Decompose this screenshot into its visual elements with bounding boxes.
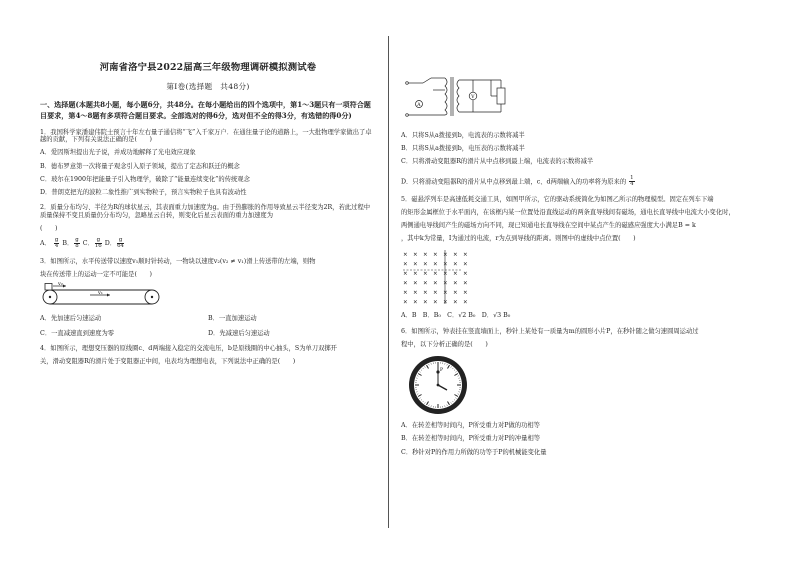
field-cross: × xyxy=(433,271,438,278)
question-4-option-b: B．只将S从a拨接到b，电压表的示数将减半 xyxy=(401,145,525,153)
field-cross: × xyxy=(423,290,428,297)
field-cross: × xyxy=(403,280,408,287)
field-cross: × xyxy=(433,280,438,287)
left-pulley-axle xyxy=(49,296,51,298)
field-cross: × xyxy=(403,271,408,278)
field-cross: × xyxy=(453,299,458,306)
field-cross: × xyxy=(443,271,448,278)
question-3-stem-line1: 3．如图所示，水平传送带以速度v₁顺时针转动，一物块以速度v₂(v₂ ≠ v₁)滑上传送带的左端，则物 xyxy=(40,257,316,265)
question-2-option-d: D． $\frac{g}{64}$ xyxy=(104,237,124,250)
v2-label: v₂ xyxy=(58,282,63,288)
block xyxy=(45,284,52,291)
question-5-options: A．B B．B₀ C．√2 B₀ D．√3 B₀ xyxy=(401,312,511,320)
question-6 xyxy=(401,328,757,456)
question-4-stem-line1: 4．如图所示，理想变压器的原线圈c、d两端接入稳定的交流电压，b是原线圈的中心抽头，S为单刀双掷开 xyxy=(40,344,337,352)
terminal-d xyxy=(406,114,409,117)
question-4-option-c: C．只将滑动变阻器R的滑片从中点移到最上端，电流表的示数将减半 xyxy=(401,158,594,166)
question-5-stem-line3: 两侧通电导线间产生的磁场方向不同，现已知通电长直导线在空间中某点产生的磁感应强度大小满足B = k xyxy=(401,221,696,229)
field-cross: × xyxy=(433,299,438,306)
question-5 xyxy=(401,196,757,320)
field-cross: × xyxy=(433,252,438,259)
v1-label: v₁ xyxy=(98,290,103,297)
column-divider xyxy=(388,36,389,528)
field-cross: × xyxy=(413,252,418,259)
question-3-option-d: D．先减速后匀速运动 xyxy=(208,329,270,337)
field-cross: × xyxy=(443,261,448,268)
field-cross: × xyxy=(453,271,458,278)
field-cross: × xyxy=(453,290,458,297)
field-cross: × xyxy=(463,261,468,268)
question-1-option-b: B．德布罗意第一次将量子观念引入原子领域，提出了定态和跃迁的概念 xyxy=(40,162,240,170)
rheostat-r xyxy=(497,88,505,104)
question-4-stem-line2: 关，滑动变阻器R的滑片处于变阻器正中间，电表均为理想电表，下列说法中正确的是( ) xyxy=(40,358,296,366)
field-cross: × xyxy=(403,252,408,259)
field-cross: × xyxy=(423,299,428,306)
question-2-option-b: B． $\frac{g}{8}$ xyxy=(62,237,79,250)
field-cross: × xyxy=(423,252,428,259)
page-title: 河南省洛宁县2022届高三年级物理调研模拟测试卷 xyxy=(99,62,317,73)
terminal-c xyxy=(406,82,409,85)
field-cross: × xyxy=(453,280,458,287)
field-cross: × xyxy=(433,261,438,268)
question-2-paren: ( ) xyxy=(40,224,58,232)
right-pulley-axle xyxy=(151,296,153,298)
clock-figure xyxy=(407,354,469,416)
field-cross: × xyxy=(413,280,418,287)
question-1 xyxy=(40,129,376,196)
question-4-option-a: A．只将S从a拨接到b，电流表的示数将减半 xyxy=(401,132,525,139)
clock-center xyxy=(437,384,440,387)
field-cross: × xyxy=(463,252,468,259)
conveyor-belt-figure xyxy=(40,282,170,308)
question-6-stem-line2: 程中，以下分析正确的是( ) xyxy=(401,340,488,348)
secondary-coil xyxy=(457,80,459,112)
field-cross: × xyxy=(453,261,458,268)
field-cross: × xyxy=(403,299,408,306)
question-1-stem: 1．我国科学家潘建伟院士预言十年左右量子通信将“飞”入千家万户．在通往量子论的道路上，一大批物理学家做出了卓越的贡献，下列有关说法正确的是( ) xyxy=(40,128,372,144)
question-3-option-a: A．先加速后匀速运动 xyxy=(40,315,102,323)
question-4 xyxy=(40,345,376,365)
field-cross: × xyxy=(443,290,448,297)
question-4-option-d: D．只将滑动变阻器R的滑片从中点移到最上端，c、d两端输入的功率将为原来的 $\frac{1}{4}$ xyxy=(401,174,634,188)
field-cross: × xyxy=(413,299,418,306)
left-column xyxy=(40,40,376,365)
field-cross: × xyxy=(463,280,468,287)
field-cross: × xyxy=(463,271,468,278)
question-5-stem-line4: ，其中k为常量，I为通过的电流，r为点到导线的距离。则图中的虚线中点位置( ) xyxy=(401,235,636,243)
question-5-stem-line2: 的矩形金属框位于水平面内，在该框内某一位置处沿直线运动的两条直导线间有磁场，通电长直导线中电流大小变化时， xyxy=(401,208,735,216)
v2-arrowhead xyxy=(63,285,66,288)
svg-text:V: V xyxy=(471,94,475,100)
section-subtitle: 第Ⅰ卷(选择题 共48分) xyxy=(166,81,250,91)
question-1-option-c: C．玻尔在1900年把能量子引入物理学，破除了“能量连续变化”的传统观念 xyxy=(40,175,250,183)
field-cross: × xyxy=(443,280,448,287)
question-6-stem-line1: 6．如图所示，钟表挂在竖直墙面上，秒针上某处有一质量为m的圆形小片P，在秒针随之做匀速圆周运动过 xyxy=(401,327,699,335)
question-2 xyxy=(40,204,376,250)
question-6-option-c: C．秒针对P的作用力所做的功等于P的机械能变化量 xyxy=(401,448,547,456)
v1-arrowhead xyxy=(107,294,110,297)
field-cross: × xyxy=(453,252,458,259)
question-2-options xyxy=(40,238,376,250)
question-6-option-b: B．在转差相等时间内，P所受重力对P的冲量相等 xyxy=(401,435,541,443)
right-column xyxy=(401,40,757,456)
field-cross: × xyxy=(423,261,428,268)
question-2-option-c: C． $\frac{g}{16}$ xyxy=(82,237,102,250)
field-cross: × xyxy=(423,271,428,278)
question-3-option-b: B．一直加速运动 xyxy=(208,315,257,323)
field-cross: × xyxy=(413,290,418,297)
primary-coil xyxy=(445,78,447,115)
field-cross: × xyxy=(413,271,418,278)
field-cross: × xyxy=(463,299,468,306)
field-cross: × xyxy=(423,280,428,287)
field-cross: × xyxy=(403,261,408,268)
field-cross: × xyxy=(463,290,468,297)
question-5-stem-line1: 5．磁悬浮列车是高速低耗交通工具，如图甲所示，它的驱动系统简化为如图乙所示的物理模型。固定在列车下端 xyxy=(401,195,714,203)
switch-s xyxy=(423,78,431,83)
svg-text:A: A xyxy=(417,102,421,108)
question-1-option-a: A．爱因斯坦提出光子说，并成功地解释了光电效应现象 xyxy=(40,149,196,157)
question-3 xyxy=(40,258,376,337)
question-6-option-a: A．在转差相等时间内，P所受重力对P做的功相等 xyxy=(401,422,540,430)
question-2-stem: 2．质量分布均匀、半径为R的球状星云，其表面重力加速度为g。由于热膨胀的作用导致星云半径变为2R，若此过程中质量保持不变且质量仍分布均匀，忽略星云自转，则变化后星云表面的重力加速度为 xyxy=(40,204,371,219)
svg-text:P: P xyxy=(440,368,444,374)
question-1-option-d: D．普朗克把光的波粒二象性推广到实物粒子，预言实物粒子也具有波动性 xyxy=(40,189,247,197)
question-3-stem-line2: 块在传送带上的运动一定不可能是( ) xyxy=(40,271,152,279)
question-3-option-c: C．一直减速直到速度为零 xyxy=(40,329,115,337)
field-cross: × xyxy=(403,290,408,297)
field-cross: × xyxy=(413,261,418,268)
field-cross: × xyxy=(443,252,448,259)
section-instructions: 一、选择题(本题共8小题，每小题6分，共48分。在每小题给出的四个选项中，第1～3题只有一项符合题目要求，第4～8题有多项符合题目要求。全部选对的得6分，选对但不全的得3分，有选错的得0分) xyxy=(40,100,371,120)
field-cross: × xyxy=(433,290,438,297)
field-cross: × xyxy=(443,299,448,306)
magnetic-field-figure xyxy=(401,248,473,306)
question-2-option-a: A． $\frac{g}{4}$ xyxy=(40,237,59,250)
transformer-circuit-figure xyxy=(401,74,511,126)
